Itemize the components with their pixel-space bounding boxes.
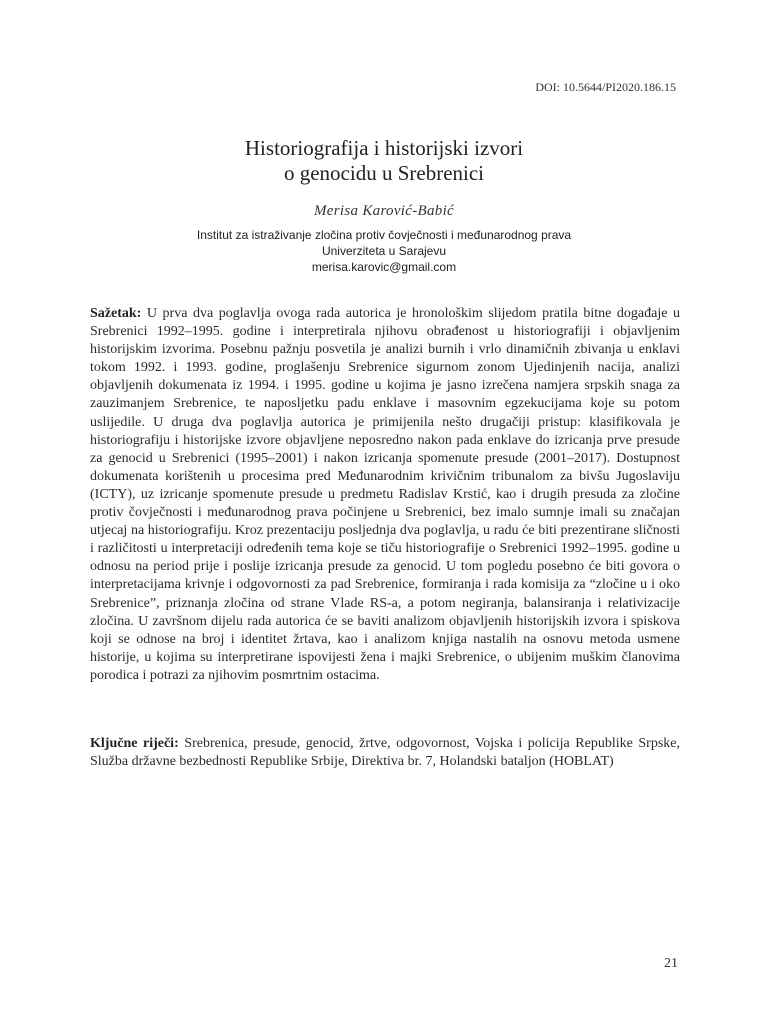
article-title [0,136,768,186]
keywords-label: Ključne riječi: [90,736,185,751]
title-line-2: o genocidu u Srebrenici [283,161,485,185]
author-email: merisa.karovic@gmail.com [311,260,457,274]
author-affiliation [0,227,768,275]
doi-label: DOI: 10.5644/PI2020.186.15 [535,80,676,94]
abstract-label: Sažetak: [90,306,147,321]
title-line-1: Historiografija i historijski izvori [244,136,524,160]
keywords-paragraph [90,735,680,772]
author-name: Merisa Karović-Babić [314,203,454,219]
affiliation-line-1: Institut za istraživanje zločina protiv čovječnosti i međunarodnog prava [196,228,572,242]
page-number: 21 [664,956,678,971]
affiliation-line-2: Univerziteta u Sarajevu [321,244,447,258]
abstract-text: U prva dva poglavlja ovoga rada autorica je hronološkim slijedom pratila bitne događaje u Srebrenici 1992–1995. godine i interpretirala njihovu obrađenost u historiografiji i objavljenim historijskim izvorima. Posebnu pažnju posvetila je analizi burnih i vrlo dinamičnih zbivanja u enklavi tokom 1992. i 1993. godine, proglašenju Srebrenice sigurnom zonom Ujedinjenih nacija, analizi objavljenih dokumenata iz 1994. i 1995. godine u kojima je jasno izrečena namjera srpskih snaga za zauzimanjem Srebrenice, te naposljetku padu enklave i masovnim egzekucijama koje su potom uslijedile. U druga dva poglavlja autorica je primijenila nešto drugačiji pristup: klasifikovala je historiografiju i historijske izvore objavljene neposredno nakon pada enklave do izricanja prve presude za genocid u Srebrenici (1995–2001) i nakon izricanja spomenute presude (2001–2017). Dostupnost dokumenata korištenih u procesima pred Međunarodnim krivičnim tribunalom za bivšu Jugoslaviju (ICTY), uz izricanje spomenute presude u predmetu Radislav Krstić, kao i drugih presuda za zločine protiv čovječnosti i međunarodnog prava počinjene u Srebrenici, bez imalo sumnje imali su značajan utjecaj na historiografiju. Kroz prezentaciju posljednja dva poglavlja, u radu će biti prezentirane sličnosti i različitosti u interpretaciji određenih tema koje se tiču historiografije o Srebrenici 1992–1995. godine u odnosu na period prije i poslije izricanja presude za genocid. U tom pogledu posebno će biti govora o interpretacijama krivnje i odgovornosti za pad Srebrenice, formiranja i rada komisija za “zločine u i oko Srebrenice”, priznanja zločina od strane Vlade RS-a, a potom negiranja, balansiranja i relativizacije zločina. U završnom dijelu rada autorica će se baviti analizom objavljenih historijskih izvora i spiskova koji se odnose na broj i identitet žrtava, kao i analizom knjiga nastalih na osnovu metoda usmene historije, u kojima su interpretirane ispovijesti žena i majki Srebrenice, o ubijenim muškim članovima porodica i potrazi za njihovim posmrtnim ostacima. [90,306,680,683]
abstract-paragraph [90,305,680,685]
keywords-text: Srebrenica, presude, genocid, žrtve, odgovornost, Vojska i policija Republike Srpske, Služba državne bezbednosti Republike Srbije, Direktiva br. 7, Holandski bataljon (HOBLAT) [90,736,681,770]
